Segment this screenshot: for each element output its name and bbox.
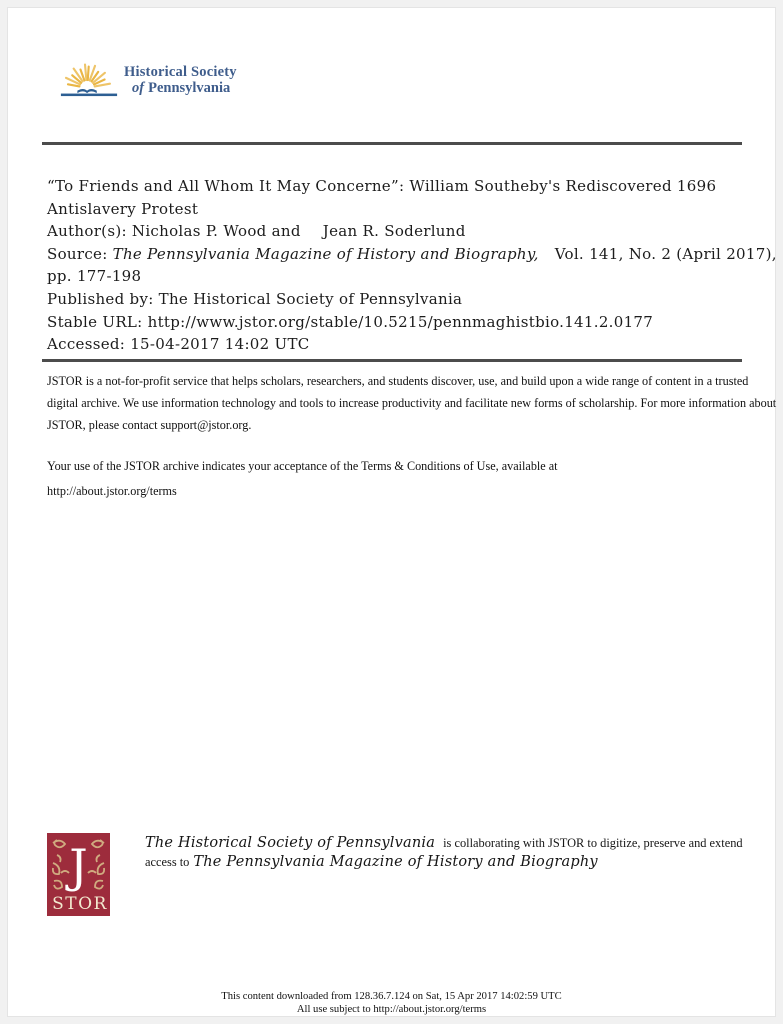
authors-label: Author(s): Nicholas P. Wood and bbox=[47, 222, 301, 241]
collab-society-name: The Historical Society of Pennsylvania bbox=[145, 835, 436, 851]
hsp-logo-of: of bbox=[132, 80, 145, 96]
stable-url-line: Stable URL: http://www.jstor.org/stable/10.5215/pennmaghistbio.141.2.0177 bbox=[47, 312, 654, 331]
terms-url: http://about.jstor.org/terms bbox=[47, 484, 177, 498]
jstor-logo-stor: STOR bbox=[52, 894, 108, 914]
hsp-logo-name-line1: Historical Society bbox=[124, 64, 237, 80]
document-page bbox=[8, 8, 775, 1016]
footer-download-line: This content downloaded from 128.36.7.124 on Sat, 15 Apr 2017 14:02:59 UTC bbox=[221, 991, 562, 1002]
collab-text2: access to bbox=[145, 854, 190, 869]
footer-terms-line: All use subject to http://about.jstor.org/terms bbox=[296, 1003, 487, 1015]
hsp-logo bbox=[58, 54, 237, 106]
divider-top bbox=[42, 142, 742, 145]
boilerplate-line2: digital archive. We use information technology and tools to increase productivity and facilitate new forms of scholarship. For more information about bbox=[47, 396, 777, 410]
source-label: Source: bbox=[47, 244, 108, 263]
sunburst-book-icon bbox=[58, 54, 120, 106]
collab-text1: is collaborating with JSTOR to digitize, preserve and extend bbox=[443, 836, 743, 850]
collab-line1 bbox=[145, 834, 745, 853]
jstor-boilerplate bbox=[47, 370, 777, 436]
source-pages: pp. 177-198 bbox=[47, 267, 142, 286]
jstor-logo bbox=[47, 833, 110, 916]
download-footer bbox=[8, 991, 775, 1016]
collab-line2 bbox=[145, 853, 745, 872]
article-title-line1: “To Friends and All Whom It May Concerne”: William Southeby's Rediscovered 1696 bbox=[47, 177, 717, 195]
divider-bottom bbox=[42, 359, 742, 362]
hsp-logo-name-line2 bbox=[132, 80, 237, 96]
collaboration-note bbox=[145, 834, 745, 871]
boilerplate-line1: JSTOR is a not-for-profit service that helps scholars, researchers, and students discover, use, and build upon a wide range of content in a trusted bbox=[47, 374, 749, 388]
hsp-logo-pennsylvania: Pennsylvania bbox=[148, 80, 231, 96]
accessed-line: Accessed: 15-04-2017 14:02 UTC bbox=[47, 335, 310, 354]
author-second: Jean R. Soderlund bbox=[322, 222, 466, 241]
published-by-line: Published by: The Historical Society of Pennsylvania bbox=[47, 289, 463, 308]
collab-journal-name: The Pennsylvania Magazine of History and Biography bbox=[193, 853, 598, 870]
hsp-logo-text bbox=[124, 64, 237, 96]
source-line bbox=[47, 243, 777, 266]
source-journal-title: The Pennsylvania Magazine of History and Biography, bbox=[112, 244, 539, 263]
authors-line bbox=[47, 220, 762, 243]
source-volume: Vol. 141, No. 2 (April 2017), bbox=[554, 244, 777, 263]
jstor-logo-icon bbox=[47, 833, 110, 916]
article-title-line2: Antislavery Protest bbox=[47, 199, 199, 218]
terms-of-use bbox=[47, 454, 767, 504]
jstor-logo-j: J bbox=[69, 839, 88, 893]
terms-line1: Your use of the JSTOR archive indicates your acceptance of the Terms & Conditions of Use, available at bbox=[47, 459, 558, 473]
boilerplate-line3: JSTOR, please contact support@jstor.org. bbox=[47, 418, 252, 432]
citation-block bbox=[47, 175, 777, 356]
